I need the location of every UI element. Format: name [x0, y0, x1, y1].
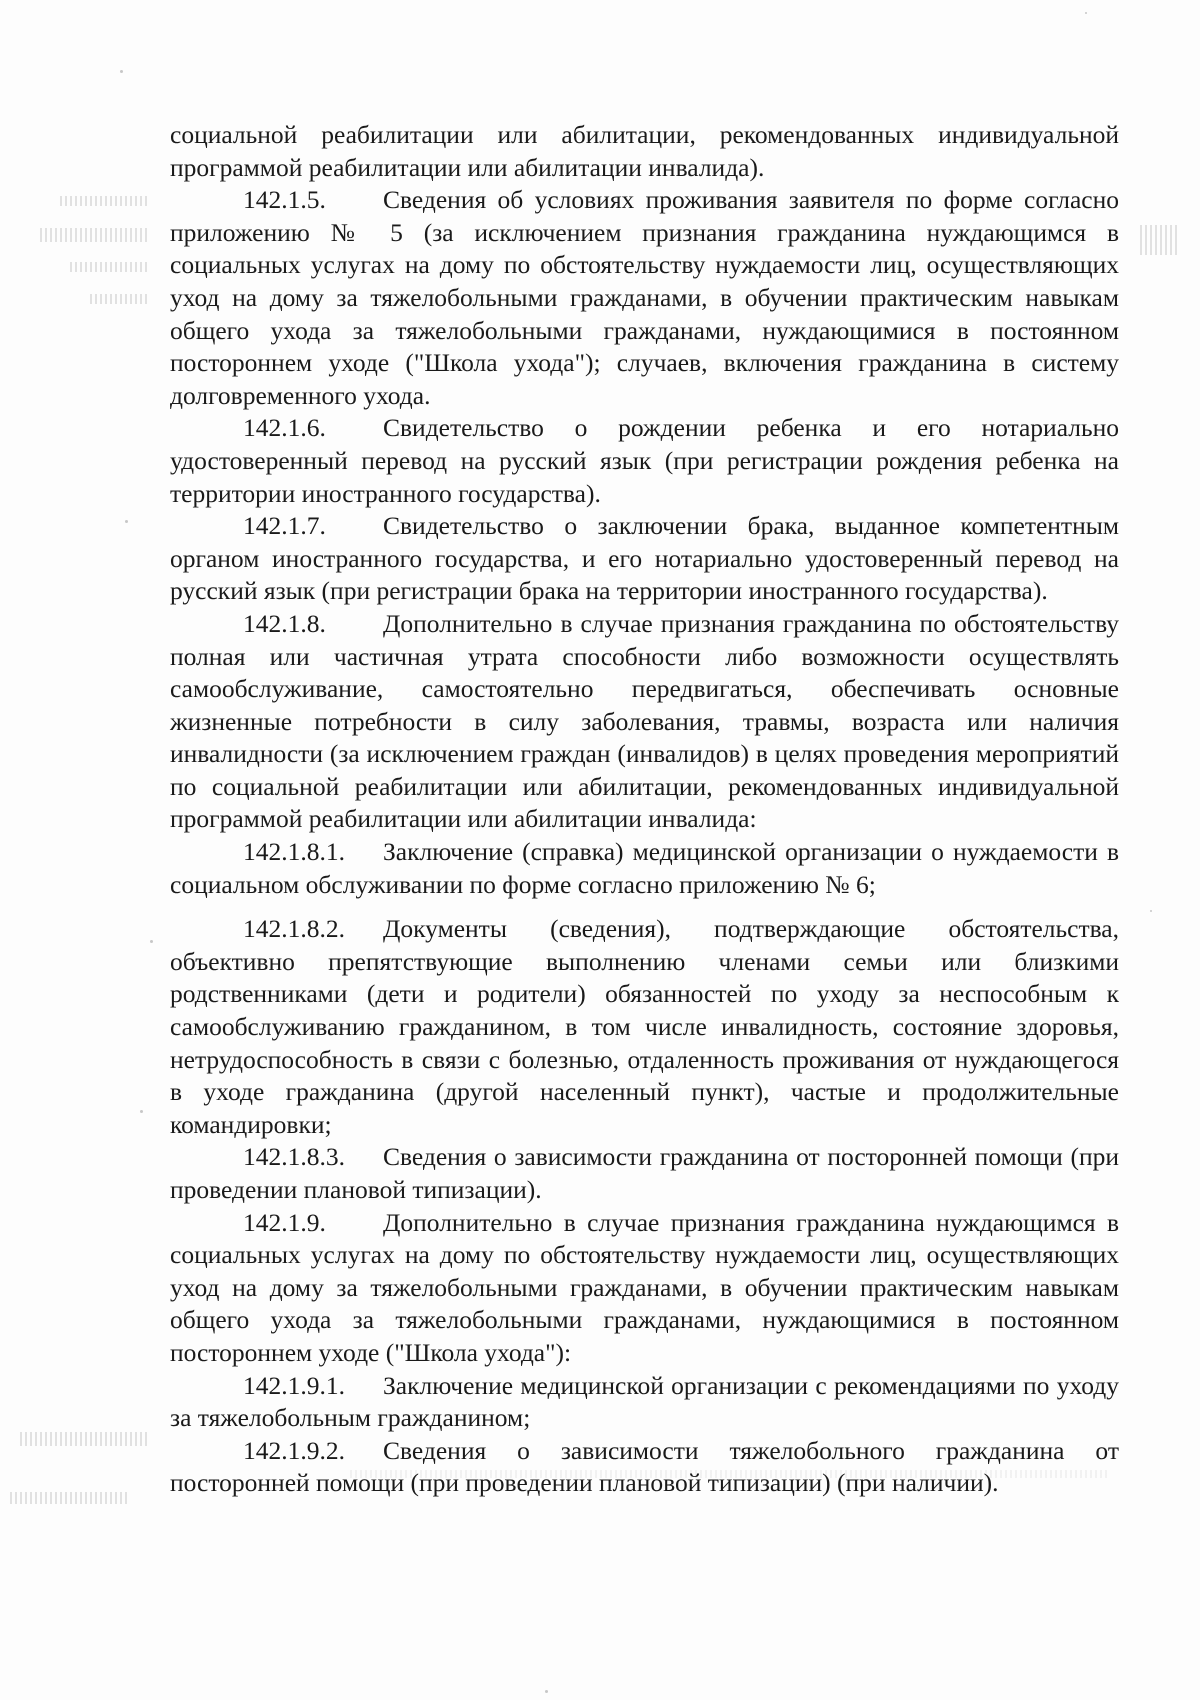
scan-speck	[140, 1110, 143, 1113]
document-body	[170, 119, 1119, 1500]
paragraph-text: Сведения о зависимости тяжелобольного гражданина от посторонней помощи (при проведении плановой типизации) (при наличии).	[170, 1435, 1119, 1498]
scan-noise-left-6	[10, 1492, 130, 1504]
paragraph-continuation	[170, 119, 1119, 184]
paragraph-text: Дополнительно в случае признания гражданина по обстоятельству полная или частичная утрата способности либо возможности осуществлять самообслуживание, самостоятельно передвигаться, обеспечивать основные жизненные потребности в силу заболевания, травмы, возраста или наличия инвалидности (за исключением граждан (инвалидов) в целях проведения мероприятий по социальной реабилитации или абилитации, рекомендованных индивидуальной программой реабилитации или абилитации инвалида:	[170, 608, 1119, 834]
scan-noise-right-1	[1140, 225, 1180, 255]
paragraph-142-1-5	[170, 184, 1119, 412]
paragraph-text: Дополнительно в случае признания гражданина нуждающимся в социальных услугах на дому по обстоятельству нуждаемости лиц, осуществляющих уход на дому за тяжелобольными гражданами, в обучении практическим навыкам общего ухода за тяжелобольными гражданами, нуждающимися в постоянном постороннем уходе ("Школа ухода"):	[170, 1207, 1119, 1367]
paragraph-text: Заключение медицинской организации с рекомендациями по уходу за тяжелобольным гражданином;	[170, 1370, 1119, 1433]
paragraph-142-1-6	[170, 412, 1119, 510]
paragraph-text: Свидетельство о заключении брака, выданное компетентным органом иностранного государства, и его нотариально удостоверенный перевод на русский язык (при регистрации брака на территории иностранного государства).	[170, 511, 1119, 606]
paragraph-text: Свидетельство о рождении ребенка и его нотариально удостоверенный перевод на русский язык (при регистрации рождения ребенка на территории иностранного государства).	[170, 413, 1119, 508]
paragraph-number: 142.1.8.2.	[243, 914, 345, 944]
paragraph-text: Заключение (справка) медицинской организации о нуждаемости в социальном обслуживании по форме согласно приложению № 6;	[170, 837, 1119, 899]
scan-speck	[125, 520, 128, 523]
paragraph-142-1-9	[170, 1207, 1119, 1370]
scan-speck	[545, 1690, 548, 1693]
paragraph-number: 142.1.8.3.	[243, 1142, 345, 1172]
paragraph-142-1-7	[170, 510, 1119, 608]
scan-noise-left-4	[90, 294, 150, 304]
paragraph-number: 142.1.5.	[243, 185, 326, 215]
paragraph-text: Сведения о зависимости гражданина от посторонней помощи (при проведении плановой типизации).	[170, 1142, 1119, 1204]
paragraph-142-1-9-1	[170, 1370, 1119, 1435]
paragraph-142-1-8	[170, 608, 1119, 836]
paragraph-142-1-8-3	[170, 1141, 1119, 1206]
paragraph-text: социальной реабилитации или абилитации, рекомендованных индивидуальной программой реабилитации или абилитации инвалида).	[170, 120, 1119, 182]
scan-speck	[120, 70, 123, 73]
scan-noise-left-3	[70, 262, 150, 272]
paragraph-number: 142.1.8.1.	[243, 837, 345, 867]
paragraph-142-1-9-2	[170, 1435, 1119, 1500]
scan-noise-left-5	[20, 1432, 150, 1446]
scan-speck	[1085, 12, 1087, 14]
paragraph-text: Сведения об условиях проживания заявителя по форме согласно приложению № 5 (за исключением признания гражданина нуждающимся в социальных услугах на дому по обстоятельству нуждаемости лиц, осуществляющих уход на дому за тяжелобольными гражданами, в обучении практическим навыкам общего ухода за тяжелобольными гражданами, нуждающимися в постоянном постороннем уходе ("Школа ухода"); случаев, включения гражданина в систему долговременного ухода.	[170, 185, 1119, 410]
paragraph-number: 142.1.7.	[243, 511, 326, 541]
paragraph-number: 142.1.6.	[243, 413, 326, 443]
paragraph-number: 142.1.9.	[243, 1207, 326, 1237]
scan-noise-left-2	[40, 228, 150, 242]
paragraph-number: 142.1.8.	[243, 608, 326, 638]
scan-speck	[150, 940, 153, 943]
scan-speck	[1150, 910, 1152, 912]
paragraph-text: Документы (сведения), подтверждающие обстоятельства, объективно препятствующие выполнению членами семьи или близкими родственниками (дети и родители) обязанностей по уходу за неспособным к самообслуживанию гражданином, в том числе инвалидность, состояние здоровья, нетрудоспособность в связи с болезнью, отдаленность проживания от нуждающегося в уходе гражданина (другой населенный пункт), частые и продолжительные командировки;	[170, 914, 1119, 1139]
paragraph-142-1-8-1	[170, 836, 1119, 901]
scan-noise-left-1	[60, 196, 150, 206]
paragraph-142-1-8-2	[170, 913, 1119, 1141]
paragraph-number: 142.1.9.1.	[243, 1370, 345, 1400]
paragraph-number: 142.1.9.2.	[243, 1435, 345, 1465]
